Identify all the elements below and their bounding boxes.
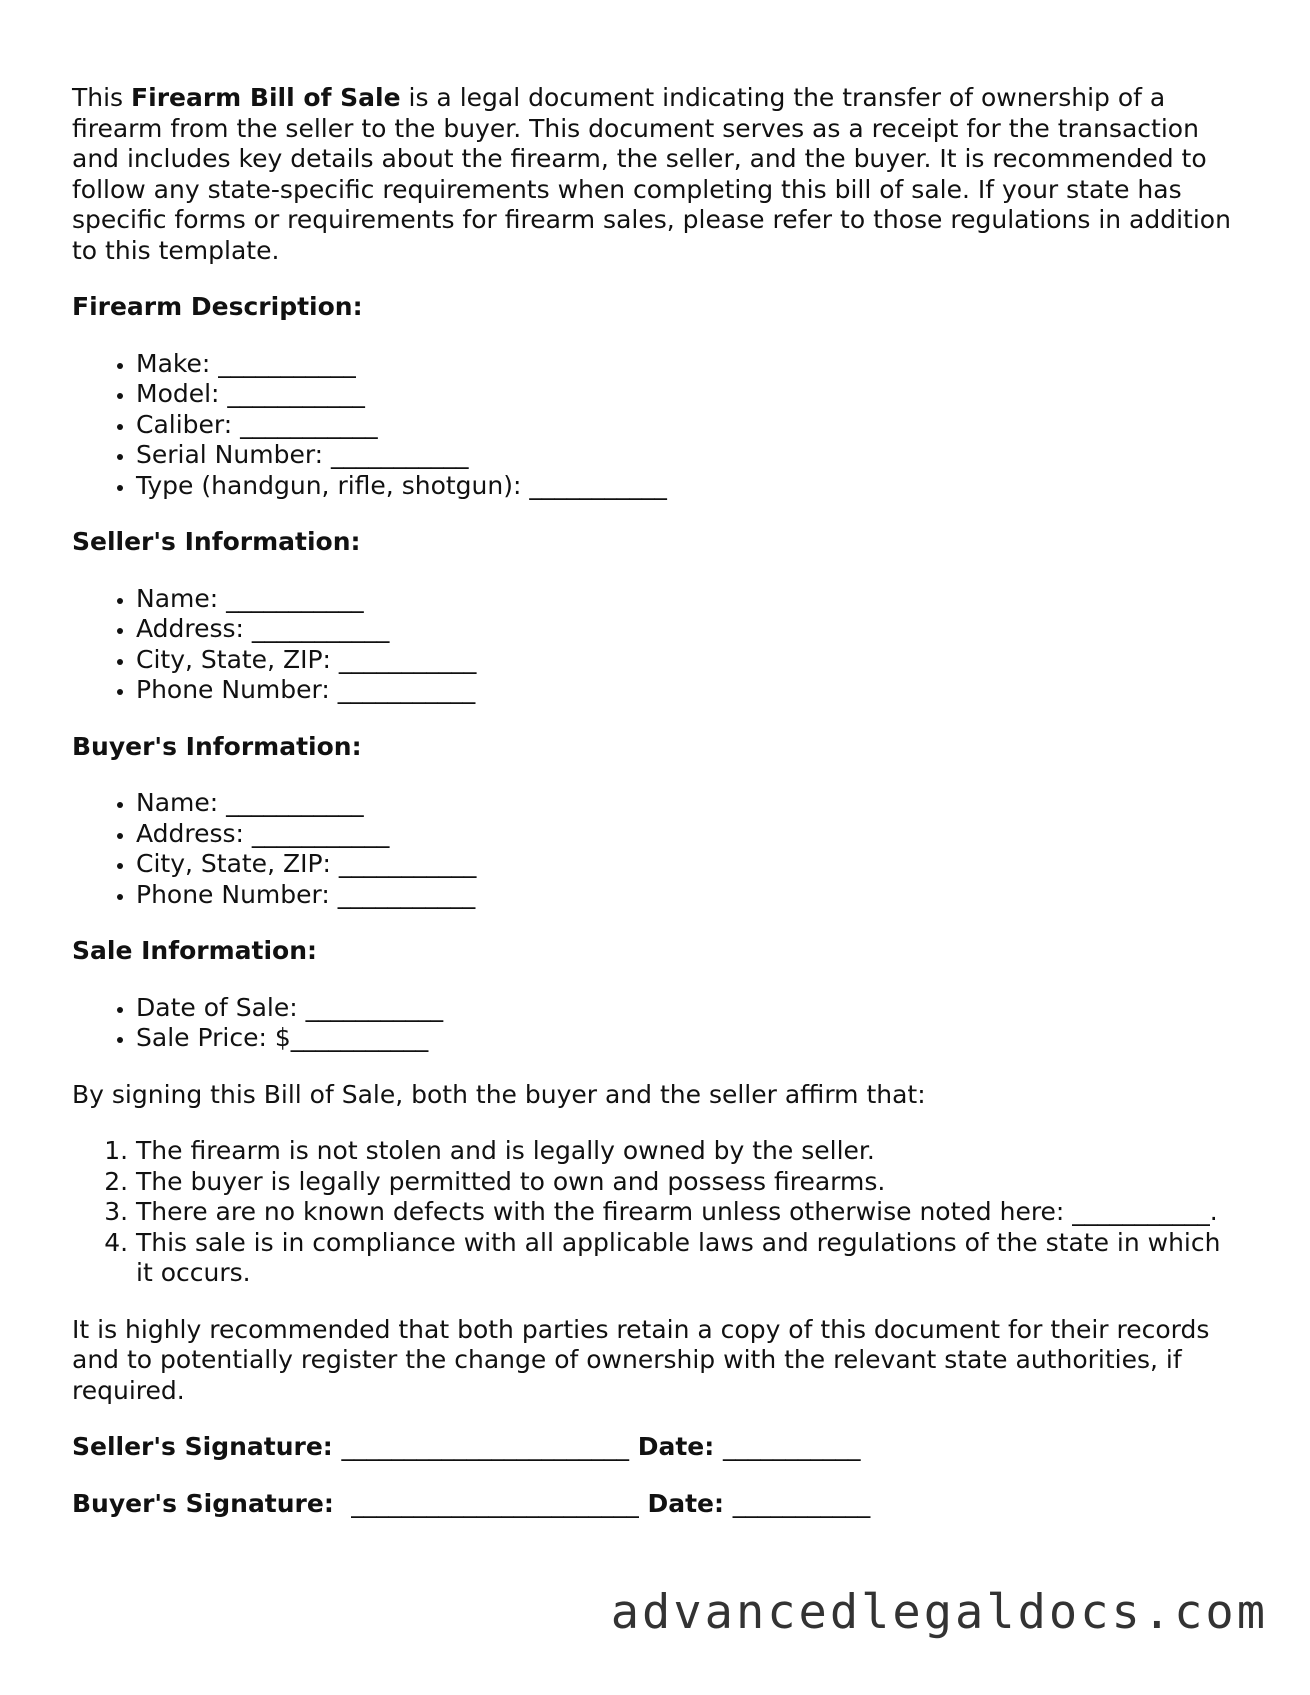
- buyer-information-list: [72, 788, 1242, 910]
- list-item: • Model: ___________: [136, 379, 1242, 410]
- list-item: • Name: ___________: [136, 584, 1242, 615]
- seller-date-blank: ___________: [722, 1432, 861, 1461]
- seller-signature-blank: _______________________: [341, 1432, 630, 1461]
- firearm-description-heading: Firearm Description:: [72, 292, 363, 321]
- seller-date-label: Date:: [637, 1432, 715, 1461]
- watermark-logo: advancedlegaldocs.com: [610, 1585, 1268, 1640]
- sale-information-list: [72, 993, 1242, 1054]
- document-title: Firearm Bill of Sale: [131, 83, 401, 112]
- seller-signature-line: [72, 1432, 1242, 1463]
- list-item: • Caliber: ___________: [136, 410, 1242, 441]
- intro-prefix: This: [72, 83, 132, 112]
- firearm-description-list: [72, 349, 1242, 502]
- list-item: • Serial Number: ___________: [136, 440, 1242, 471]
- affirmation-intro: By signing this Bill of Sale, both the buyer and the seller affirm that:: [72, 1079, 926, 1109]
- seller-signature-label: Seller's Signature:: [72, 1432, 333, 1461]
- list-item: • Name: ___________: [136, 788, 1242, 819]
- list-item: • Sale Price: $___________: [136, 1023, 1242, 1054]
- list-item: • Make: ___________: [136, 349, 1242, 380]
- recommendation-paragraph: It is highly recommended that both parties retain a copy of this document for their records and to potentially register the change of ownership with the relevant state authorities, if required.: [72, 1314, 1210, 1405]
- buyer-signature-label: Buyer's Signature:: [72, 1488, 334, 1518]
- list-item: • City, State, ZIP: ___________: [136, 849, 1242, 880]
- buyer-date-label: Date:: [647, 1488, 725, 1518]
- list-item: • City, State, ZIP: ___________: [136, 645, 1242, 676]
- list-item: • Type (handgun, rifle, shotgun): ___________: [136, 471, 1242, 502]
- affirmation-list: [72, 1136, 1242, 1289]
- list-item: • Address: ___________: [136, 614, 1242, 645]
- buyer-information-heading: Buyer's Information:: [72, 731, 362, 761]
- list-item: • Phone Number: ___________: [136, 675, 1242, 706]
- intro-paragraph: [72, 83, 1242, 266]
- seller-information-heading: Seller's Information:: [72, 527, 361, 556]
- list-item: • Date of Sale: ___________: [136, 993, 1242, 1024]
- list-item: 4. This sale is in compliance with all applicable laws and regulations of the state in which it occurs.: [136, 1228, 1242, 1289]
- seller-information-list: [72, 584, 1242, 706]
- list-item: 1. The firearm is not stolen and is legally owned by the seller.: [136, 1136, 1242, 1167]
- intro-text: is a legal document indicating the transfer of ownership of a firearm from the seller to the buyer. This document serves as a receipt for the transaction and includes key details about the firearm, the seller, and the buyer. It is recommended to follow any state-specific requirements when completing this bill of sale. If your state has specific forms or requirements for firearm sales, please refer to those regulations in addition to this template.: [72, 83, 1231, 265]
- sale-information-heading: Sale Information:: [72, 936, 317, 965]
- buyer-date-blank: ___________: [732, 1488, 871, 1518]
- list-item: • Phone Number: ___________: [136, 880, 1242, 911]
- list-item: 2. The buyer is legally permitted to own and possess firearms.: [136, 1167, 1242, 1198]
- list-item: 3. There are no known defects with the firearm unless otherwise noted here: ___________.: [136, 1197, 1242, 1228]
- document-page: [72, 83, 1242, 1545]
- buyer-signature-blank: _______________________: [351, 1488, 639, 1518]
- buyer-signature-line: [72, 1489, 1242, 1520]
- list-item: • Address: ___________: [136, 819, 1242, 850]
